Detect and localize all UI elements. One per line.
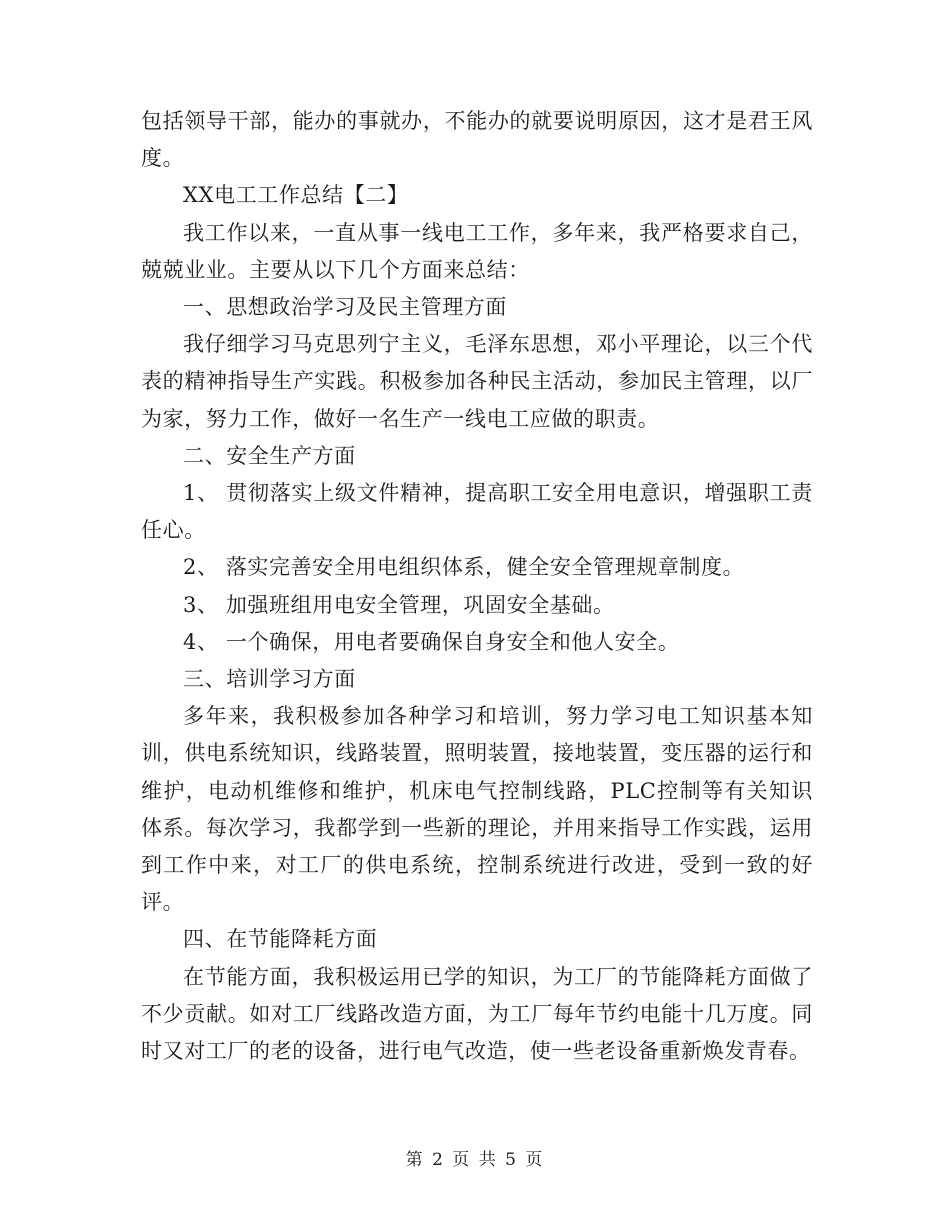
list-item-3: 3、 加强班组用电安全管理，巩固安全基础。: [183, 592, 615, 617]
list-item-4: 4、 一个确保，用电者要确保自身安全和他人安全。: [183, 629, 680, 654]
section-heading-safety: 二、安全生产方面: [183, 443, 356, 468]
paragraph-5: 我仔细学习马克思列宁主义，毛泽东思想，邓小平理论，以三个代表的精神指导生产实践。积极参加各种民主活动，参加民主管理，以厂为家，努力工作，做好一名生产一线电工应做的职责。: [141, 332, 813, 431]
paragraph-3: 我工作以来，一直从事一线电工工作，多年来，我严格要求自己，兢兢业业。主要从以下几个方面来总结：: [141, 220, 813, 282]
paragraph-1: 包括领导干部，能办的事就办，不能办的就要说明原因，这才是君王风度。: [141, 109, 813, 171]
list-item-1: 1、 贯彻落实上级文件精神，提高职工安全用电意识，增强职工责任心。: [141, 481, 813, 543]
section-heading-2: XX电工工作总结【二】: [183, 183, 409, 208]
page-number-footer: 第 2 页 共 5 页: [405, 1150, 545, 1170]
paragraph-12: 多年来，我积极参加各种学习和培训，努力学习电工知识基本知训，供电系统知识，线路装置，照明装置，接地装置，变压器的运行和维护，电动机维修和维护，机床电气控制线路，PLC控制等有关知识体系。每次学习，我都学到一些新的理论，并用来指导工作实践，运用到工作中来，对工厂的供电系统，控制系统进行改进，受到一致的好评。: [141, 704, 813, 915]
document-body: [141, 103, 813, 1070]
section-heading-energy: 四、在节能降耗方面: [183, 927, 378, 952]
section-heading-training: 三、培训学习方面: [183, 667, 356, 692]
list-item-2: 2、 落实完善安全用电组织体系，健全安全管理规章制度。: [183, 555, 745, 580]
section-heading-politics: 一、思想政治学习及民主管理方面: [183, 295, 507, 320]
paragraph-14: 在节能方面，我积极运用已学的知识，为工厂的节能降耗方面做了不少贡献。如对工厂线路改造方面，为工厂每年节约电能十几万度。同时又对工厂的老的设备，进行电气改造，使一些老设备重新焕发青春。: [141, 964, 813, 1064]
